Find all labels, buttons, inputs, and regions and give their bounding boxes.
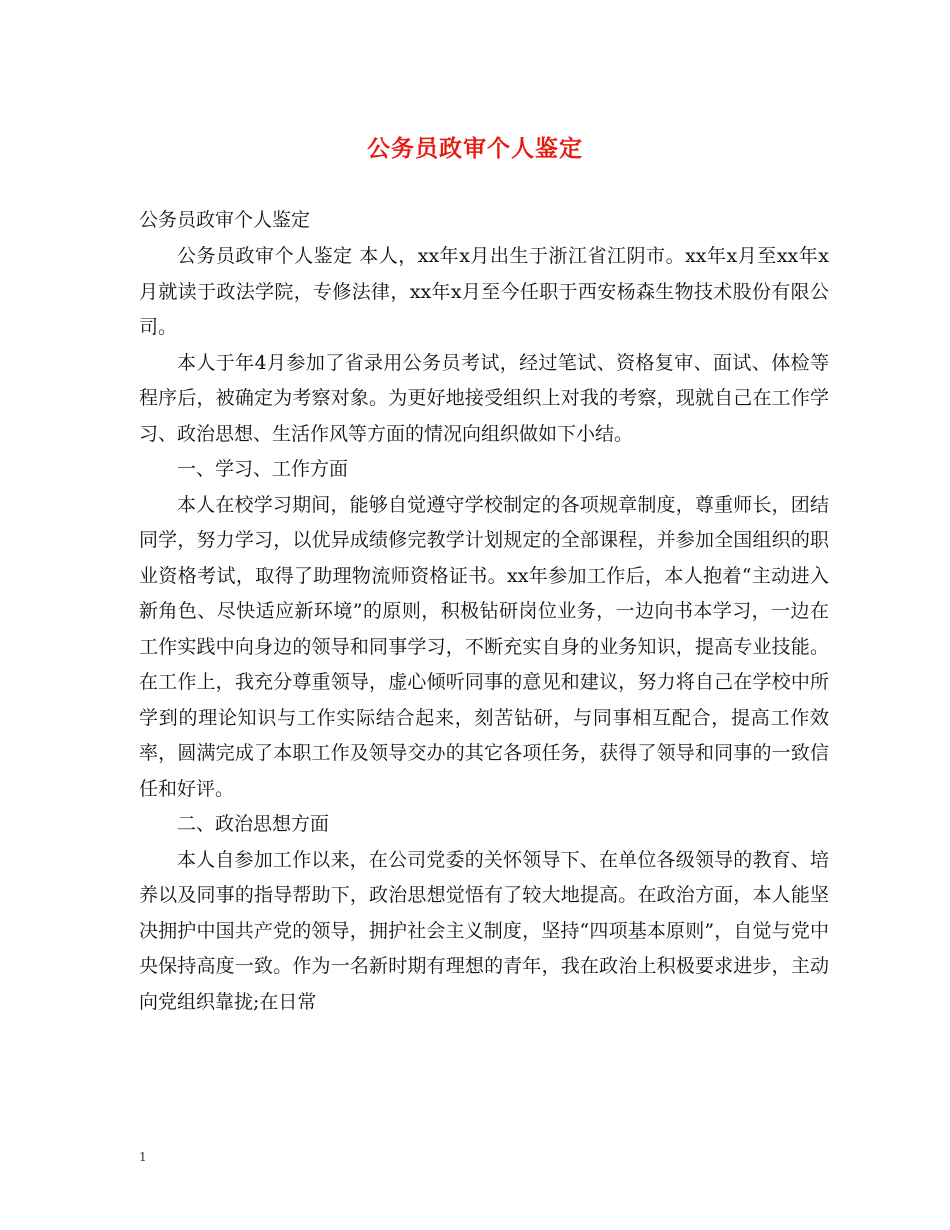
page-number: 1 bbox=[139, 1150, 147, 1164]
paragraph-intro: 公务员政审个人鉴定 本人，xx年x月出生于浙江省江阴市。xx年x月至xx年x月就读于政法学院，专修法律，xx年x月至今任职于西安杨森生物技术股份有限公司。 bbox=[139, 245, 829, 338]
paragraph-exam: 本人于年4月参加了省录用公务员考试，经过笔试、资格复审、面试、体检等程序后，被确定为考察对象。为更好地接受组织上对我的考察，现就自己在工作学习、政治思想、生活作风等方面的情况向组织做如下小结。 bbox=[139, 351, 829, 445]
document-body bbox=[139, 239, 829, 1020]
document-title: 公务员政审个人鉴定 bbox=[367, 135, 583, 162]
section-heading-politics: 二、政治思想方面 bbox=[177, 813, 330, 835]
paragraph-study-work: 本人在校学习期间，能够自觉遵守学校制定的各项规章制度，尊重师长，团结同学，努力学习，以优异成绩修完教学计划规定的全部课程，并参加全国组织的职业资格考试，取得了助理物流师资格证书。xx年参加工作后，本人抱着“主动进入新角色、尽快适应新环境”的原则，积极钻研岗位业务，一边向书本学习，一边在工作实践中向身边的领导和同事学习，不断充实自身的业务知识，提高专业技能。在工作上，我充分尊重领导，虚心倾听同事的意见和建议，努力将自己在学校中所学到的理论知识与工作实际结合起来，刻苦钻研，与同事相互配合，提高工作效率，圆满完成了本职工作及领导交办的其它各项任务，获得了领导和同事的一致信任和好评。 bbox=[139, 493, 829, 800]
paragraph-politics: 本人自参加工作以来，在公司党委的关怀领导下、在单位各级领导的教育、培养以及同事的指导帮助下，政治思想觉悟有了较大地提高。在政治方面，本人能坚决拥护中国共产党的领导，拥护社会主义制度，坚持“四项基本原则”，自觉与党中央保持高度一致。作为一名新时期有理想的青年，我在政治上积极要求进步，主动向党组织靠拢;在日常 bbox=[139, 848, 829, 1013]
section-heading-study-work: 一、学习、工作方面 bbox=[177, 458, 349, 480]
document-subtitle: 公务员政审个人鉴定 bbox=[139, 209, 311, 231]
